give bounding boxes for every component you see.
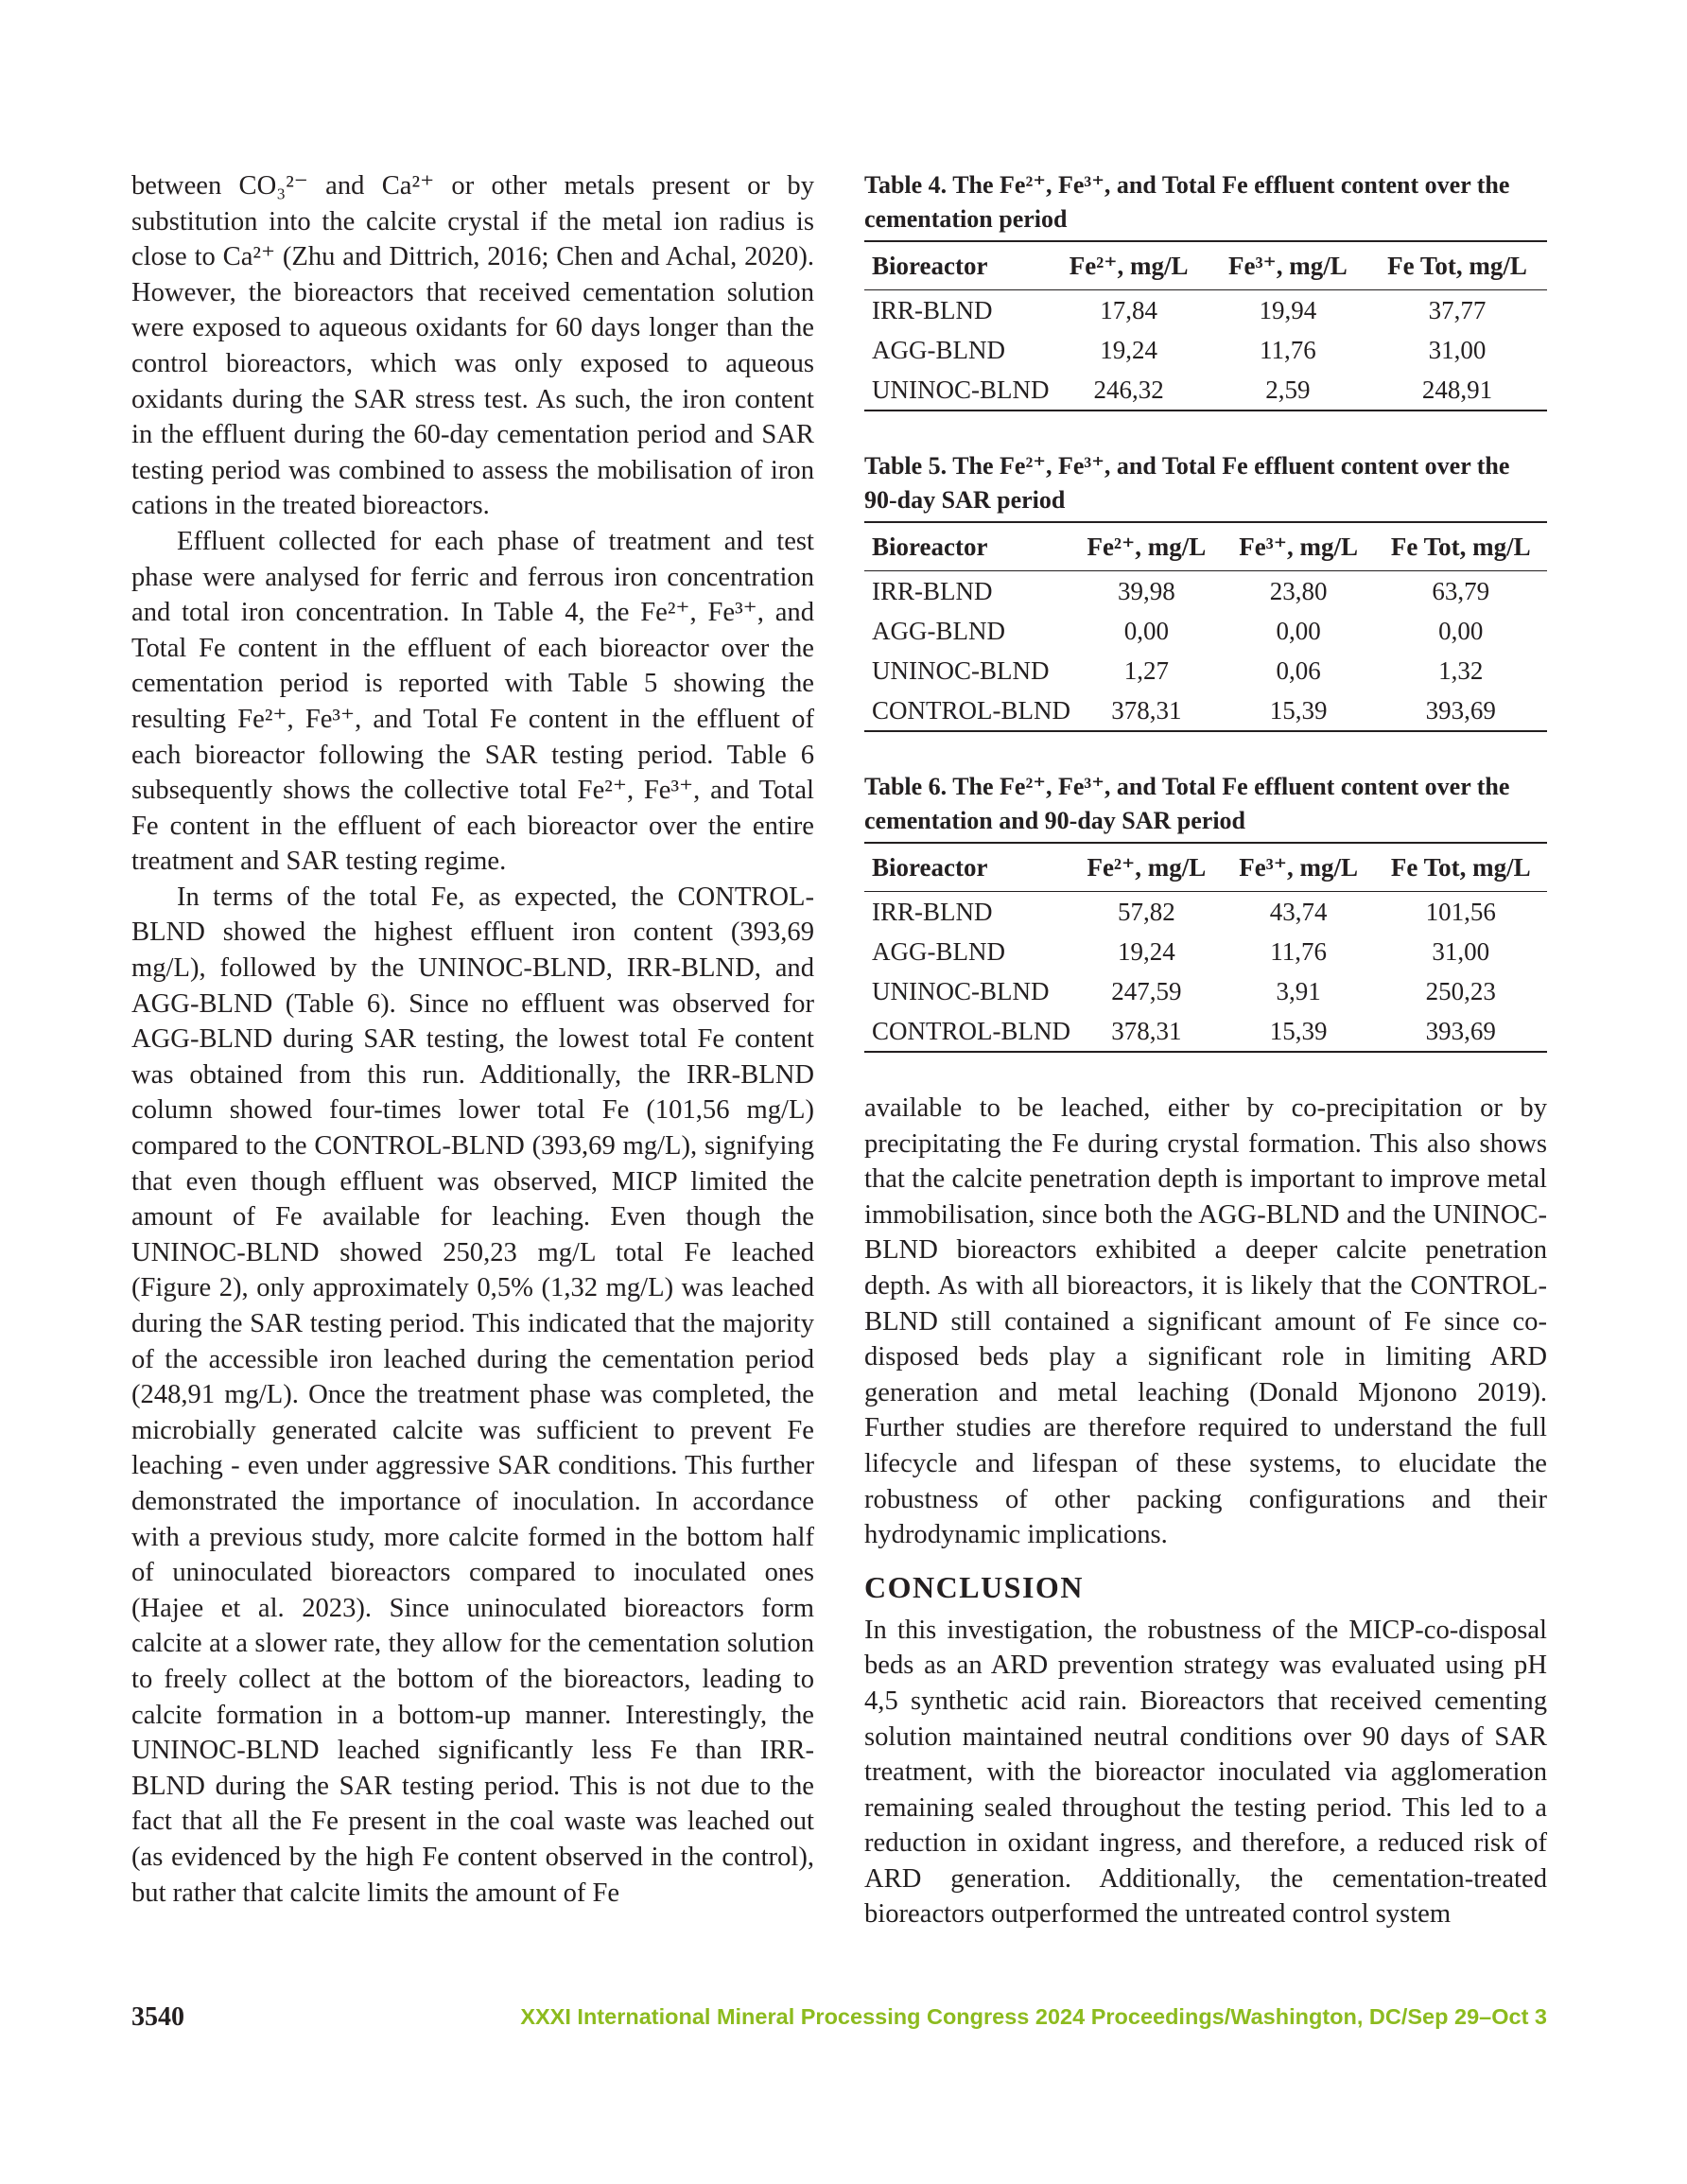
table-cell: 378,31: [1111, 695, 1182, 725]
column-header: Bioreactor: [864, 843, 1070, 892]
body-paragraph: In terms of the total Fe, as expected, the CONTROL-BLND showed the highest effluent iron content (393,69 mg/L), followed by the UNINOC-BLND, IRR-BLND, and AGG-BLND (Table 6). Since no effluent was observed for AGG-BLND during SAR testing, the lowest total Fe content was obtained from this run. Additionally, the IRR-BLND column showed four-times lower total Fe (101,56 mg/L) compared to the CONTROL-BLND (393,69 mg/L), signifying that even though effluent was observed, MICP limited the amount of Fe available for leaching. Even though the UNINOC-BLND showed 250,23 mg/L total Fe leached (Figure 2), only approximately 0,5% (1,32 mg/L) was leached during the SAR testing period. This indicated that the majority of the accessible iron leached during the cementation period (248,91 mg/L). Once the treatment phase was completed, the microbially generated calcite was sufficient to prevent Fe leaching - even under aggressive SAR conditions. This further demonstrated the importance of inoculation. In accordance with a previous study, more calcite formed in the bottom half of uninoculated bioreactors compared to inoculated ones (Hajee et al. 2023). Since uninoculated bioreactors form calcite at a slower rate, they allow for the cementation solution to freely collect at the bottom of the bioreactors, leading to calcite formation in a bottom-up manner. Interestingly, the UNINOC-BLND leached significantly less Fe than IRR-BLND during the SAR testing period. This is not due to the fact that all the Fe present in the coal waste was leached out (as evidenced by the high Fe content observed in the control), but rather that calcite limits the amount of Fe: [131, 882, 814, 1908]
table-row: [864, 690, 1547, 731]
table-row: [864, 971, 1547, 1011]
column-header: Fe³⁺, mg/L: [1223, 522, 1375, 571]
data-table: [864, 521, 1547, 732]
table-5-block: [864, 449, 1547, 732]
table-caption: Table 6. The Fe²⁺, Fe³⁺, and Total Fe effluent content over the cementation and 90-day SAR period: [864, 773, 1510, 834]
table-cell: 43,74: [1269, 897, 1328, 926]
column-header: Fe³⁺, mg/L: [1223, 843, 1375, 892]
table-cell: 39,98: [1118, 576, 1175, 605]
table-4-block: [864, 168, 1547, 411]
table-cell: CONTROL-BLND: [872, 695, 1070, 725]
table-header-row: [864, 241, 1547, 290]
table-cell: 0,00: [1438, 616, 1484, 645]
table-row: [864, 330, 1547, 370]
table-cell: 23,80: [1269, 576, 1328, 605]
table-cell: 0,00: [1276, 616, 1321, 645]
table-cell: 3,91: [1276, 976, 1321, 1005]
table-cell: 15,39: [1269, 695, 1328, 725]
table-cell: 0,00: [1123, 616, 1169, 645]
data-table: [864, 240, 1547, 411]
table-caption: Table 4. The Fe²⁺, Fe³⁺, and Total Fe effluent content over the cementation period: [864, 171, 1510, 233]
table-cell: 1,27: [1123, 655, 1169, 685]
table-cell: 393,69: [1425, 695, 1496, 725]
table-cell: 19,24: [1100, 335, 1157, 364]
column-header: Fe Tot, mg/L: [1375, 522, 1548, 571]
table-cell: 2,59: [1265, 375, 1311, 404]
table-cell: 63,79: [1432, 576, 1490, 605]
left-column: [131, 168, 814, 1911]
table-cell: 247,59: [1111, 976, 1182, 1005]
column-header: Bioreactor: [864, 241, 1049, 290]
column-header: Bioreactor: [864, 522, 1070, 571]
table-6-block: [864, 770, 1547, 1053]
table-cell: 393,69: [1425, 1016, 1496, 1045]
column-header: Fe²⁺, mg/L: [1070, 522, 1223, 571]
table-row: [864, 290, 1547, 331]
column-header: Fe²⁺, mg/L: [1049, 241, 1208, 290]
table-row: [864, 651, 1547, 690]
table-cell: 250,23: [1425, 976, 1496, 1005]
table-cell: 37,77: [1428, 295, 1487, 324]
table-cell: 11,76: [1270, 936, 1327, 966]
table-cell: AGG-BLND: [872, 616, 1005, 645]
table-row: [864, 611, 1547, 651]
table-row: [864, 1011, 1547, 1052]
table-cell: 1,32: [1438, 655, 1484, 685]
table-cell: 101,56: [1425, 897, 1496, 926]
body-paragraph: In this investigation, the robustness of the MICP-co-disposal beds as an ARD prevention strategy was evaluated using pH 4,5 synthetic acid rain. Bioreactors that received cementing solution maintained neutral conditions over 90 days of SAR treatment, with the bioreactor inoculated via agglomeration remaining sealed throughout the testing period. This led to a reduction in oxidant ingress, and therefore, a reduced risk of ARD generation. Additionally, the cementation-treated bioreactors outperformed the untreated control system: [864, 1615, 1547, 1930]
table-cell: 57,82: [1118, 897, 1175, 926]
column-header: Fe²⁺, mg/L: [1070, 843, 1223, 892]
table-row: [864, 892, 1547, 933]
table-row: [864, 370, 1547, 411]
body-paragraph: available to be leached, either by co-precipitation or by precipitating the Fe during crystal formation. This also shows that the calcite penetration depth is important to improve metal immobilisation, since both the AGG-BLND and the UNINOC-BLND bioreactors exhibited a deeper calcite penetration depth. As with all bioreactors, it is likely that the CONTROL-BLND still contained a significant amount of Fe since co-disposed beds play a significant role in limiting ARD generation and metal leaching (Donald Mjonono 2019). Further studies are therefore required to understand the full lifecycle and lifespan of these systems, to elucidate the robustness of other packing configurations and their hydrodynamic implications.: [864, 1093, 1547, 1550]
table-cell: 31,00: [1432, 936, 1490, 966]
page-number: 3540: [131, 2002, 184, 2032]
body-paragraph: Effluent collected for each phase of treatment and test phase were analysed for ferric and ferrous iron concentration and total iron concentration. In Table 4, the Fe²⁺, Fe³⁺, and Total Fe content in the effluent of each bioreactor over the cementation period is reported with Table 5 showing the resulting Fe²⁺, Fe³⁺, and Total Fe content in the effluent of each bioreactor following the SAR testing period. Table 6 subsequently shows the collective total Fe²⁺, Fe³⁺, and Total Fe content in the effluent of each bioreactor over the entire treatment and SAR testing regime.: [131, 526, 814, 877]
table-caption: Table 5. The Fe²⁺, Fe³⁺, and Total Fe effluent content over the 90-day SAR period: [864, 452, 1510, 514]
column-header: Fe Tot, mg/L: [1375, 843, 1548, 892]
conference-footer: XXXI International Mineral Processing Congress 2024 Proceedings/Washington, DC/Sep 29–Oct 3: [520, 2004, 1547, 2029]
table-cell: 378,31: [1111, 1016, 1182, 1045]
table-cell: 31,00: [1428, 335, 1487, 364]
body-paragraph: between CO₃²⁻ and Ca²⁺ or other metals present or by substitution into the calcite crystal if the metal ion radius is close to Ca²⁺ (Zhu and Dittrich, 2016; Chen and Achal, 2020). However, the bioreactors that received cementation solution were exposed to aqueous oxidants for 60 days longer than the control bioreactors, which was only exposed to aqueous oxidants during the SAR stress test. As such, the iron content in the effluent during the 60-day cementation period and SAR testing period was combined to assess the mobilisation of iron cations in the treated bioreactors.: [131, 171, 814, 521]
table-row: [864, 932, 1547, 971]
table-cell: 19,24: [1118, 936, 1175, 966]
table-cell: UNINOC-BLND: [872, 976, 1050, 1005]
table-cell: 17,84: [1100, 295, 1157, 324]
table-cell: 15,39: [1269, 1016, 1328, 1045]
table-cell: 246,32: [1093, 375, 1164, 404]
table-cell: UNINOC-BLND: [872, 655, 1050, 685]
table-cell: 19,94: [1259, 295, 1317, 324]
data-table: [864, 842, 1547, 1053]
right-column: [864, 168, 1547, 1932]
table-cell: 248,91: [1421, 375, 1493, 404]
table-cell: UNINOC-BLND: [872, 375, 1050, 404]
table-cell: IRR-BLND: [872, 897, 993, 926]
column-header: Fe Tot, mg/L: [1367, 241, 1547, 290]
table-cell: AGG-BLND: [872, 335, 1005, 364]
table-cell: AGG-BLND: [872, 936, 1005, 966]
table-cell: IRR-BLND: [872, 576, 993, 605]
table-cell: 11,76: [1260, 335, 1316, 364]
table-cell: 0,06: [1276, 655, 1321, 685]
section-heading: CONCLUSION: [864, 1569, 1084, 1604]
column-header: Fe³⁺, mg/L: [1209, 241, 1367, 290]
table-row: [864, 571, 1547, 612]
table-cell: CONTROL-BLND: [872, 1016, 1070, 1045]
table-cell: IRR-BLND: [872, 295, 993, 324]
table-header-row: [864, 843, 1547, 892]
table-header-row: [864, 522, 1547, 571]
